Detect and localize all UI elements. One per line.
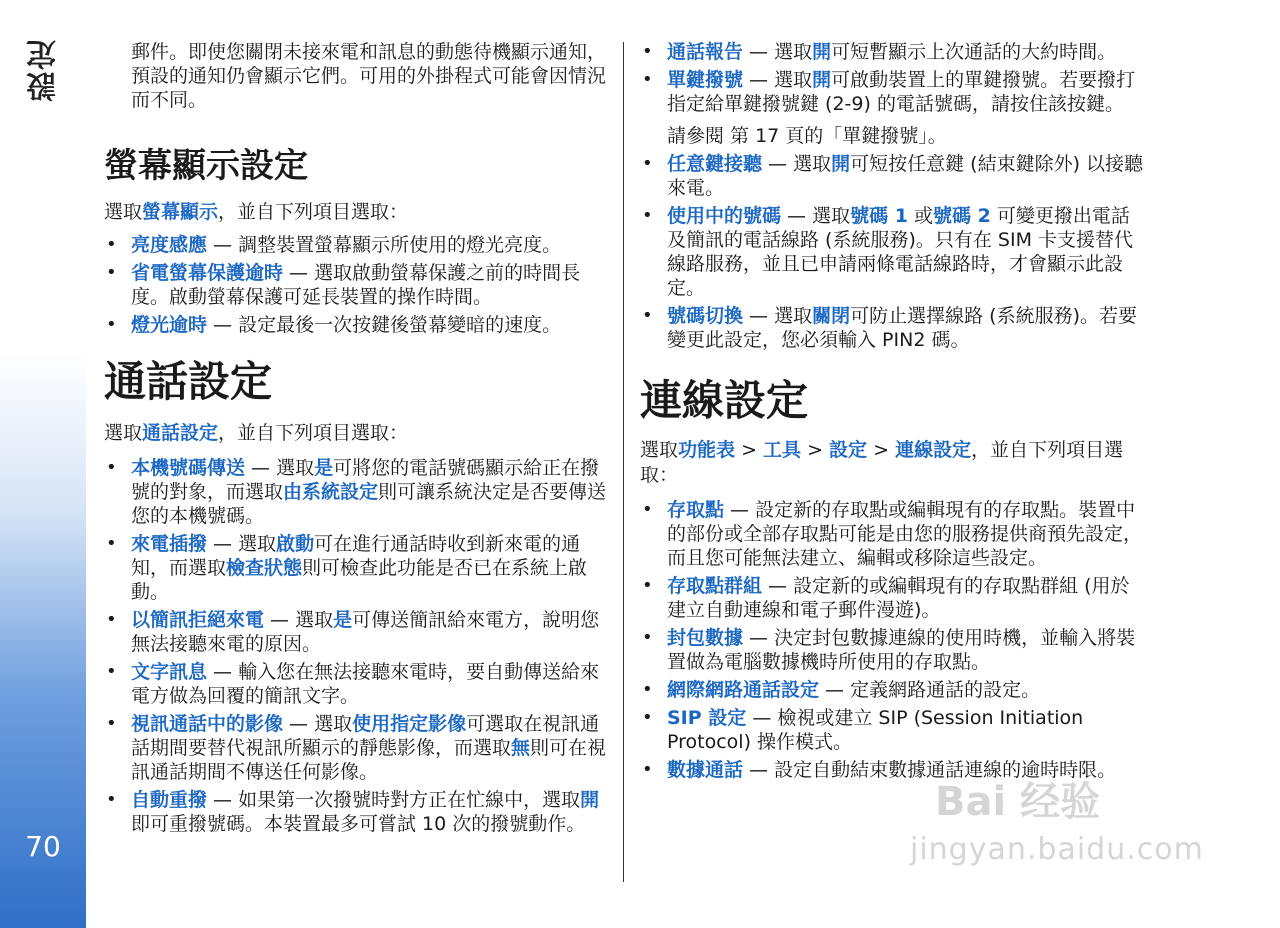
list-item: • 文字訊息 — 輸入您在無法接聽來電時，要自動傳送給來電方做為回覆的簡訊文字。 [104, 660, 612, 708]
display-settings-list [104, 233, 612, 337]
list-item: • 任意鍵接聽 — 選取開可短按任意鍵 (結束鍵除外) 以接聽來電。 [640, 152, 1148, 200]
connection-settings-intro: 選取功能表 > 工具 > 設定 > 連線設定，並自下列項目選取： [640, 439, 1124, 486]
cross-reference: 請參閱 第 17 頁的「單鍵撥號」。 [667, 125, 947, 147]
call-settings-list-continued [640, 40, 1148, 352]
call-settings-heading: 通話設定 [104, 357, 273, 406]
option-name: 任意鍵接聽 [667, 153, 763, 175]
menu-keyword: 螢幕顯示 [142, 201, 219, 223]
column-divider [623, 42, 624, 882]
option-name: 網際網路通話設定 [667, 679, 820, 701]
page-sidebar [0, 0, 86, 928]
list-item: • 單鍵撥號 — 選取開可啟動裝置上的單鍵撥號。若要撥打指定給單鍵撥號鍵 (2-9) 的電話號碼，請按住該按鍵。 請參閱 第 17 頁的「單鍵撥號」。 [640, 68, 1148, 148]
option-name: 自動重撥 [131, 789, 208, 811]
option-name: 本機號碼傳送 [131, 457, 246, 479]
menu-path-step: 設定 [829, 439, 868, 461]
continued-paragraph: 郵件。即使您關閉未接來電和訊息的動態待機顯示通知，預設的通知仍會顯示它們。可用的外掛程式可能會因情況而不同。 [131, 41, 607, 111]
option-name: 數據通話 [667, 759, 744, 781]
option-name: 燈光逾時 [131, 314, 208, 336]
list-item: • 數據通話 — 設定自動結束數據通話連線的逾時時限。 [640, 758, 1148, 782]
option-name: 號碼切換 [667, 305, 744, 327]
list-item: • 視訊通話中的影像 — 選取使用指定影像可選取在視訊通話期間要替代視訊所顯示的靜態影像，而選取無則可在視訊通話期間不傳送任何影像。 [104, 712, 612, 784]
option-name: 文字訊息 [131, 661, 208, 683]
display-settings-intro: 選取螢幕顯示，並自下列項目選取： [104, 201, 409, 223]
connection-settings-heading: 連線設定 [640, 376, 809, 425]
option-name: 單鍵撥號 [667, 69, 744, 91]
list-item: • 網際網路通話設定 — 定義網路通話的設定。 [640, 678, 1148, 702]
list-item: • 亮度感應 — 調整裝置螢幕顯示所使用的燈光亮度。 [104, 233, 612, 257]
option-name: SIP 設定 [667, 707, 747, 729]
baidu-watermark [905, 770, 1205, 880]
list-item: • 通話報告 — 選取開可短暫顯示上次通話的大約時間。 [640, 40, 1148, 64]
right-column [640, 40, 1148, 786]
list-item: • 號碼切換 — 選取關閉可防止選擇線路 (系統服務)。若要變更此設定，您必須輸入 PIN2 碼。 [640, 304, 1148, 352]
list-item: • SIP 設定 — 檢視或建立 SIP (Session Initiation Protocol) 操作模式。 [640, 706, 1148, 754]
option-name: 使用中的號碼 [667, 205, 782, 227]
menu-path-step: 工具 [763, 439, 802, 461]
option-name: 視訊通話中的影像 [131, 713, 284, 735]
left-column [104, 40, 612, 840]
option-name: 通話報告 [667, 41, 744, 63]
list-item: • 本機號碼傳送 — 選取是可將您的電話號碼顯示給正在撥號的對象，而選取由系統設定則可讓系統決定是否要傳送您的本機號碼。 [104, 456, 612, 528]
list-item: • 省電螢幕保護逾時 — 選取啟動螢幕保護之前的時間長度。啟動螢幕保護可延長裝置的操作時間。 [104, 261, 612, 309]
watermark-url: jingyan.baidu.com [910, 832, 1204, 867]
list-item: • 使用中的號碼 — 選取號碼 1 或號碼 2 可變更撥出電話及簡訊的電話線路 (系統服務)。只有在 SIM 卡支援替代線路服務，並且已申請兩條電話線路時，才會顯示此設定。 [640, 204, 1148, 300]
connection-settings-list [640, 498, 1148, 782]
watermark-logo-text: Bai 经验 [935, 779, 1101, 825]
list-item: • 以簡訊拒絕來電 — 選取是可傳送簡訊給來電方，說明您無法接聽來電的原因。 [104, 608, 612, 656]
option-name: 省電螢幕保護逾時 [131, 262, 284, 284]
call-settings-intro: 選取通話設定，並自下列項目選取： [104, 422, 409, 444]
display-settings-heading: 螢幕顯示設定 [104, 146, 308, 186]
list-item: • 燈光逾時 — 設定最後一次按鍵後螢幕變暗的速度。 [104, 313, 612, 337]
call-settings-list [104, 456, 612, 836]
section-tab-title: 設定 [27, 38, 62, 102]
menu-keyword: 通話設定 [142, 422, 219, 444]
option-name: 封包數據 [667, 627, 744, 649]
menu-path-step: 連線設定 [895, 439, 972, 461]
option-name: 以簡訊拒絕來電 [131, 609, 265, 631]
list-item: • 自動重撥 — 如果第一次撥號時對方正在忙線中，選取開即可重撥號碼。本裝置最多可嘗試 10 次的撥號動作。 [104, 788, 612, 836]
list-item: • 存取點 — 設定新的存取點或編輯現有的存取點。裝置中的部份或全部存取點可能是由您的服務提供商預先設定，而且您可能無法建立、編輯或移除這些設定。 [640, 498, 1148, 570]
list-item: • 來電插撥 — 選取啟動可在進行通話時收到新來電的通知，而選取檢查狀態則可檢查此功能是否已在系統上啟動。 [104, 532, 612, 604]
list-item: • 存取點群組 — 設定新的或編輯現有的存取點群組 (用於建立自動連線和電子郵件漫遊)。 [640, 574, 1148, 622]
option-name: 亮度感應 [131, 234, 208, 256]
option-name: 存取點群組 [667, 575, 763, 597]
menu-path-step: 功能表 [678, 439, 736, 461]
page-number: 70 [25, 830, 61, 863]
option-name: 來電插撥 [131, 533, 208, 555]
list-item: • 封包數據 — 決定封包數據連線的使用時機，並輸入將裝置做為電腦數據機時所使用的存取點。 [640, 626, 1148, 674]
option-name: 存取點 [667, 499, 725, 521]
